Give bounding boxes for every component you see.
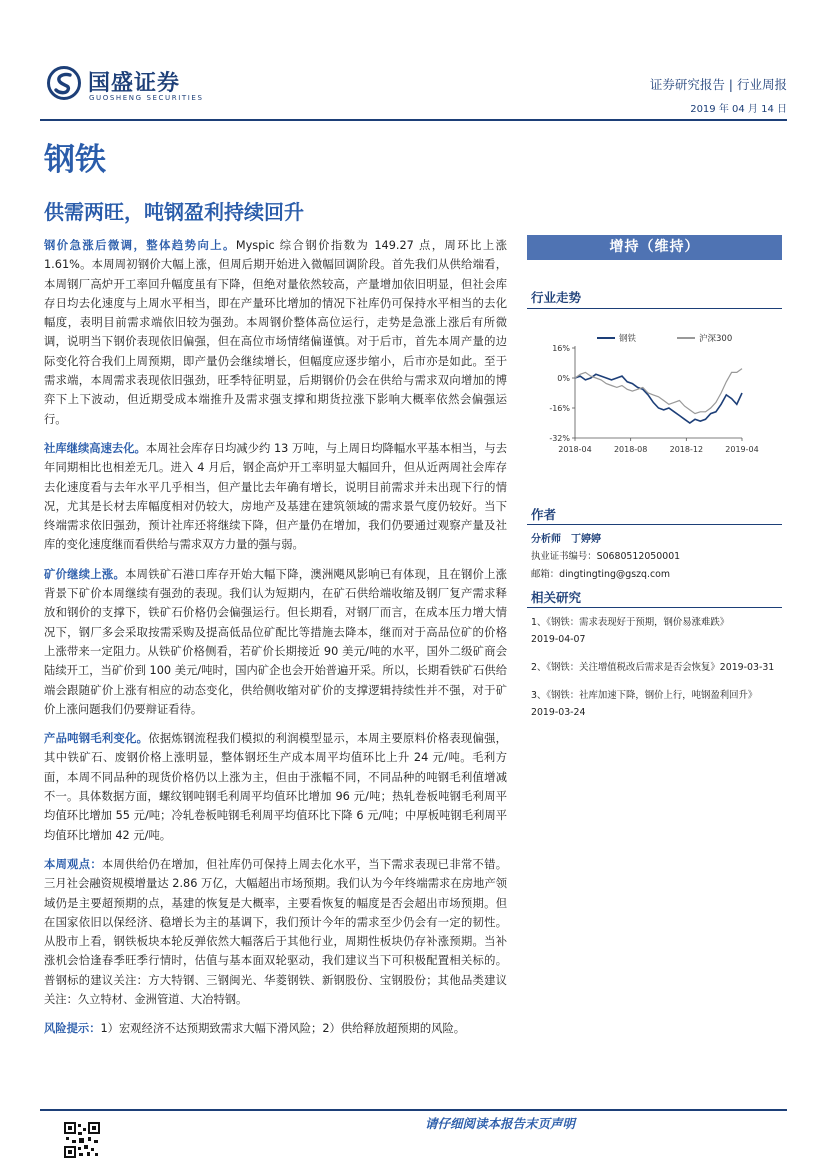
x-tick-label: 2019-04	[725, 445, 759, 454]
paragraph-ore	[44, 565, 507, 719]
paragraph-text: 1）宏观经济不达预期致需求大幅下滑风险；2）供给释放超预期的风险。	[100, 1022, 466, 1036]
header-divider	[40, 119, 787, 121]
paragraph-text: 本周供给仍在增加，但社库仍可保持上周去化水平，当下需求表现已非常不错。三月社会融资规模增量达 2.86 万亿，大幅超出市场预期。我们认为今年终端需求在房地产领域仍是主要超预期的点，基建的恢复是大概率，主要看恢复的幅度是否会超出市场预期。但在国家依旧以保经济、稳增长为主的基调下，我们预计今年的需求至少仍会有一定的韧性。从股市上看，钢铁板块本轮反弹依然大幅落后于其他行业，周期性板块仍存补涨预期。当补涨机会恰逢春季旺季行情时，估值与基本面双轮驱动，我们建议当下可积极配置相关标的。普钢标的建议关注：方大特钢、三钢闽光、华菱钢铁、新钢股份、宝钢股份；其他品类建议关注：久立特材、金洲管道、大冶特钢。	[44, 857, 507, 1006]
paragraph-text: 本周铁矿石港口库存开始大幅下降，澳洲飓风影响已有体现，且在钢价上涨背景下矿价本周继续有强劲的表现。我们认为短期内，在矿石供给端收缩及钢厂复产需求释放和钢价的支撑下，铁矿石价格仍会偏强运行。但长期看，对钢厂而言，在成本压力增大情况下，钢厂多会采取按需采购及提高低品位矿配比等措施去降本，继而对于高品位矿的价格上涨带来一定阻力。从铁矿价格侧看，若矿价长期接近 90 美元/吨的水平，国外二级矿商会陆续开工，当矿价到 100 美元/吨时，国内矿企也会开始普遍开采。所以，长期看铁矿石供给端会跟随矿价上涨有相应的动态变化，供给侧收缩对矿价的支撑逻辑持续性并不强，对于矿价上涨问题我们仍要辩证看待。	[44, 567, 507, 716]
research-item-date: 2019-04-07	[531, 634, 586, 645]
author-section-divider	[527, 524, 782, 525]
analyst-certificate: 执业证书编号：S0680512050001	[531, 551, 681, 562]
main-body	[44, 236, 507, 1049]
series-line-steel	[575, 374, 742, 423]
report-date: 2019 年 04 月 14 日	[690, 104, 787, 115]
research-item-title[interactable]: 2、《钢铁：关注增值税改后需求是否会恢复》2019-03-31	[531, 662, 775, 673]
x-tick-label: 2018-12	[669, 445, 704, 454]
legend-label: 钢铁	[619, 334, 637, 344]
research-item-title[interactable]: 1、《钢铁：需求表现好于预期，钢价易涨难跌》	[531, 617, 730, 628]
logo-subtext: GUOSHENG SECURITIES	[89, 94, 204, 102]
research-item-title[interactable]: 3、《钢铁：社库加速下降，钢价上行，吨钢盈利回升》	[531, 690, 758, 701]
research-section-divider	[527, 607, 782, 608]
y-tick-label: -32%	[549, 434, 570, 443]
paragraph-lead: 钢价急涨后微调，整体趋势向上。	[44, 239, 236, 252]
paragraph-lead: 产品吨钢毛利变化。	[44, 732, 149, 746]
trend-section-title: 行业走势	[531, 290, 582, 305]
paragraph-lead: 社库继续高速去化。	[44, 441, 146, 455]
research-item-date: 2019-03-24	[531, 707, 586, 718]
paragraph-lead: 风险提示：	[44, 1022, 101, 1036]
logo-icon	[47, 66, 81, 100]
legend-label: 沪深300	[699, 334, 733, 344]
industry-title: 钢铁	[44, 142, 106, 178]
paragraph-price	[44, 236, 507, 429]
paragraph-inventory	[44, 439, 507, 555]
trend-section-divider	[527, 308, 782, 309]
paragraph-text: 依据炼钢流程我们模拟的利润模型显示，本周主要原料价格表现偏强，其中铁矿石、废钢价格上涨明显，整体钢坯生产成本周平均值环比上升 24 元/吨。毛利方面，本周不同品种的现货价格仍以上涨为主，但由于涨幅不同，不同品种的吨钢毛利值增减不一。具体数据方面，螺纹钢吨钢毛利周平均值环比增加 96 元/吨；热轧卷板吨钢毛利周平均值环比增加 55 元/吨；冷轧卷板吨钢毛利周平均值环比下降 6 元/吨；中厚板吨钢毛利周平均值环比增加 42 元/吨。	[44, 732, 507, 842]
rating-badge: 增持（维持）	[527, 235, 782, 260]
paragraph-lead: 矿价继续上涨。	[44, 567, 126, 581]
author-section-title: 作者	[531, 507, 557, 522]
analyst-email[interactable]: 邮箱：dingtingting@gszq.com	[531, 569, 671, 580]
related-research-list	[531, 614, 783, 732]
y-tick-label: -16%	[549, 404, 570, 413]
footer-divider	[40, 1109, 787, 1111]
analyst-name: 分析师 丁婷婷	[531, 534, 601, 545]
industry-trend-chart	[527, 320, 782, 465]
report-headline: 供需两旺，吨钢盈利持续回升	[44, 200, 304, 224]
paragraph-text: 本周社会库存日均减少约 13 万吨，与上周日均降幅水平基本相当，与去年同期相比也相差无几。进入 4 月后，钢企高炉开工率明显大幅回升，但从近两周社会库存去化速度看与去年水平几乎相当，但产量比去年确有增长，说明目前需求并未出现下行的情况，尤其是长材去库幅度相对仍较大，房地产及基建在建筑领域的需求景气度仍较好。当下终端需求依旧强劲，预计社库还将继续下降，但产量仍在增加，我们仍要通过观察产量及社库的变化速度继而看供给与需求双方力量的强与弱。	[44, 441, 507, 552]
report-type: 证券研究报告 | 行业周报	[649, 77, 787, 92]
logo-text: 国盛证券	[88, 71, 181, 96]
paragraph-risk	[44, 1019, 507, 1038]
y-tick-label: 16%	[552, 344, 570, 353]
footer-disclaimer: 请仔细阅读本报告末页声明	[424, 1116, 575, 1131]
paragraph-margin	[44, 729, 507, 845]
paragraph-lead: 本周观点：	[44, 857, 102, 871]
qr-code-icon	[64, 1122, 100, 1158]
x-tick-label: 2018-08	[613, 445, 648, 454]
paragraph-view	[44, 855, 507, 1009]
x-tick-label: 2018-04	[558, 445, 592, 454]
y-tick-label: 0%	[557, 374, 570, 383]
paragraph-text: Myspic 综合钢价指数为 149.27 点，周环比上涨 1.61%。本周周初钢价大幅上涨，但周后期开始进入微幅回调阶段。首先我们从供给端看，本周钢厂高炉开工率回升幅度虽有下降，但绝对量依然较高，产量增加依旧明显，但社会库存日均去化速度与上周水平相当，即在产量环比增加的情况下社库仍可保持水平相当的去化幅度，表明目前需求端依旧较为强劲。本周钢价整体高位运行，走势是急涨上涨后有所微调，说明当下钢价表现依旧偏强，但在高位市场情绪偏谨慎。对于后市，首先本周产量的边际变化符合我们上周预期，即产量仍会继续增长，但幅度应逐步缩小，后市亦是如此。至于需求端，本周需求表现依旧强劲，旺季特征明显，后期钢价仍会在供给与需求双向增加的博弈下上下波动，但近期受成本端推升及需求强支撑和期货拉涨下影响大概率依然会偏强运行。	[44, 239, 507, 426]
research-section-title: 相关研究	[531, 590, 582, 605]
